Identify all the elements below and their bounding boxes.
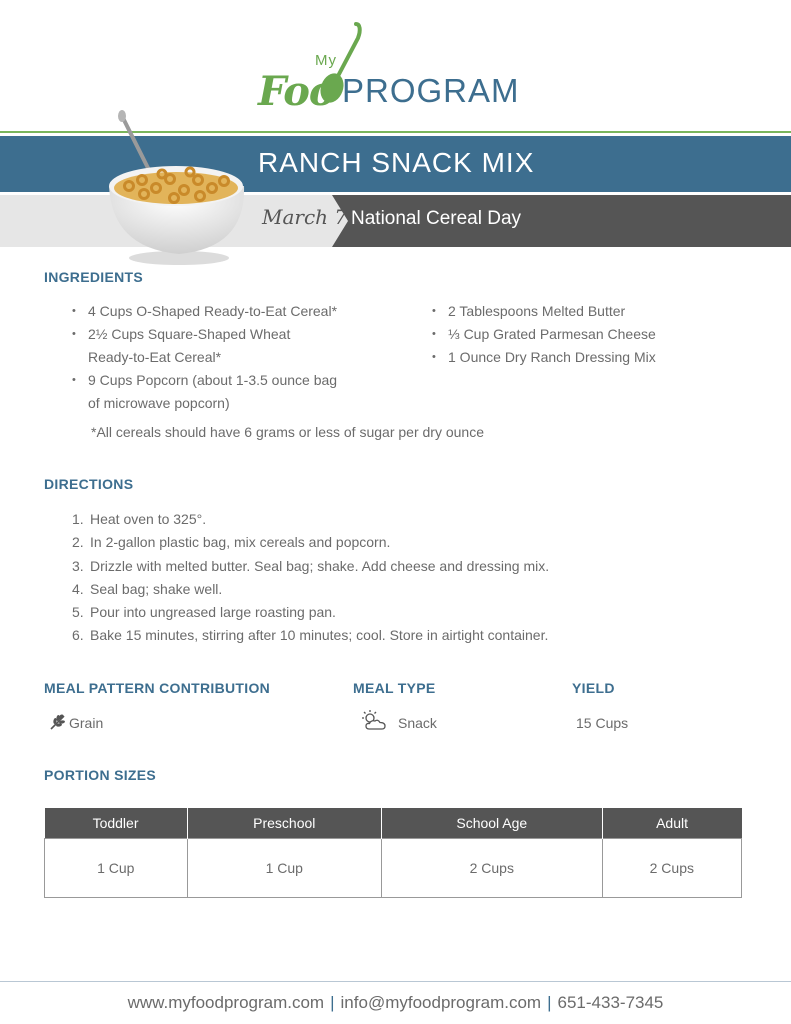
- list-item: 6. Bake 15 minutes, stirring after 10 minutes; cool. Store in airtight container.: [72, 627, 549, 644]
- directions-heading: DIRECTIONS: [44, 476, 134, 492]
- column-header: Toddler: [45, 808, 188, 839]
- ingredients-list-right: [448, 300, 748, 369]
- column-header: Adult: [602, 808, 741, 839]
- meal-pattern-value: Grain: [69, 715, 104, 731]
- footer-separator: |: [547, 993, 552, 1012]
- footer-email-link[interactable]: info@myfoodprogram.com: [340, 993, 542, 1012]
- list-item: • 2½ Cups Square-Shaped Wheat Ready-to-Eat Cereal*: [88, 323, 388, 369]
- table-header-row: [45, 808, 742, 839]
- list-item: 4. Seal bag; shake well.: [72, 580, 223, 597]
- date-label: March 7: [262, 205, 348, 229]
- footer-separator: |: [330, 993, 335, 1012]
- list-item: 3. Drizzle with melted butter. Seal bag; shake. Add cheese and dressing mix.: [72, 557, 550, 574]
- day-name: National Cereal Day: [351, 208, 522, 229]
- table-cell: 2 Cups: [602, 839, 741, 898]
- table-cell: 1 Cup: [45, 839, 188, 898]
- list-item: 5. Pour into ungreased large roasting pan.: [72, 604, 336, 621]
- column-header: Preschool: [187, 808, 381, 839]
- sun-cloud-icon: [360, 709, 388, 733]
- yield-heading: YIELD: [572, 680, 615, 696]
- ingredients-heading: INGREDIENTS: [44, 269, 143, 285]
- ingredients-list-left: [88, 300, 388, 415]
- list-item: • ⅓ Cup Grated Parmesan Cheese: [448, 323, 748, 346]
- list-item: 1. Heat oven to 325°.: [72, 511, 207, 527]
- list-item: • 4 Cups O-Shaped Ready-to-Eat Cereal*: [88, 300, 388, 323]
- meal-pattern-heading: MEAL PATTERN CONTRIBUTION: [44, 680, 271, 696]
- table-cell: 2 Cups: [381, 839, 602, 898]
- directions-list: [72, 508, 549, 648]
- list-item: 2. In 2-gallon plastic bag, mix cereals and popcorn.: [72, 534, 391, 551]
- cereal-bowl-image: [104, 108, 249, 268]
- list-item: • 2 Tablespoons Melted Butter: [448, 300, 748, 323]
- recipe-title: RANCH SNACK MIX: [258, 147, 535, 178]
- list-item: • 1 Ounce Dry Ranch Dressing Mix: [448, 346, 748, 369]
- footer: [0, 993, 791, 1013]
- logo: [258, 22, 548, 115]
- ingredients-note: *All cereals should have 6 grams or less of sugar per dry ounce: [91, 424, 484, 440]
- portion-sizes-heading: PORTION SIZES: [44, 767, 157, 783]
- meal-type-value: Snack: [398, 715, 437, 731]
- column-header: School Age: [381, 808, 602, 839]
- footer-phone[interactable]: 651-433-7345: [557, 993, 664, 1012]
- footer-divider: [0, 981, 791, 982]
- table-cell: 1 Cup: [187, 839, 381, 898]
- logo-program: PROGRAM: [342, 72, 520, 109]
- logo-food: Foo: [258, 68, 335, 115]
- yield-value: 15 Cups: [576, 715, 629, 731]
- table-row: [45, 839, 742, 898]
- portion-table: [44, 808, 742, 898]
- list-item: • 9 Cups Popcorn (about 1-3.5 ounce bag of microwave popcorn): [88, 369, 388, 415]
- logo-my: My: [315, 52, 337, 69]
- meal-type-heading: MEAL TYPE: [353, 680, 436, 696]
- footer-website-link[interactable]: www.myfoodprogram.com: [127, 993, 325, 1012]
- wheat-icon: [49, 713, 67, 731]
